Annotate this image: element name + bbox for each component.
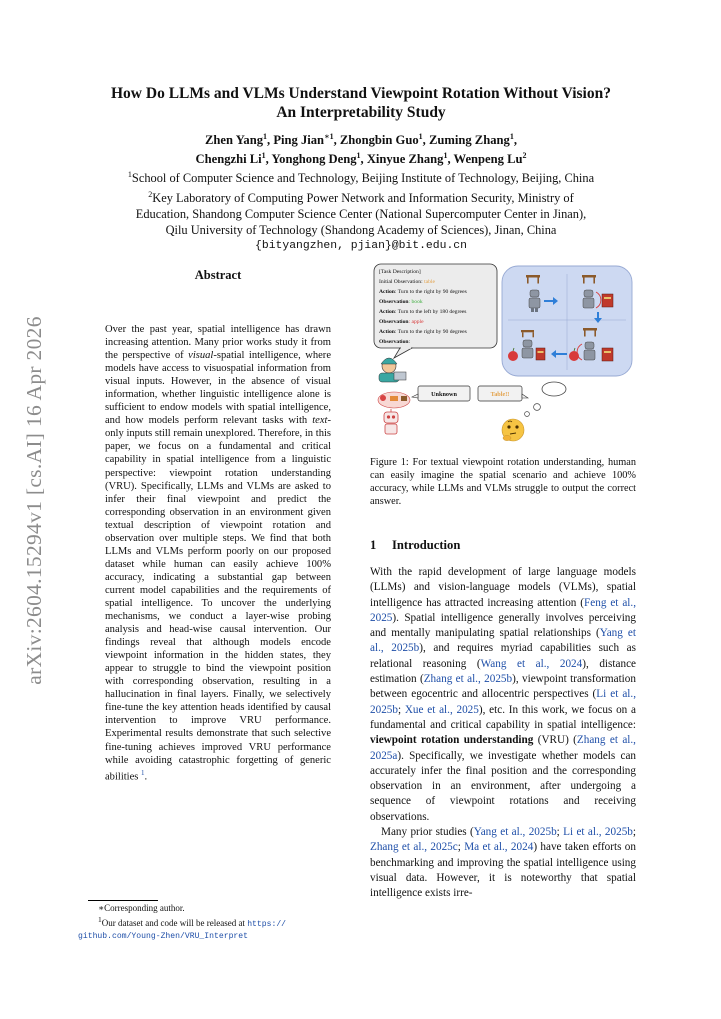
affiliations	[80, 167, 642, 237]
abstract-emphasis: visual	[188, 350, 214, 362]
title-line: How Do LLMs and VLMs Understand Viewpoint Rotation Without Vision?	[111, 85, 611, 102]
imagined-scene-panel	[502, 266, 632, 376]
citation-link[interactable]: Zhang et al., 2025a	[370, 734, 636, 762]
figure-1	[370, 262, 636, 448]
body-text: ;	[632, 826, 637, 839]
task-speech-bubble	[374, 264, 497, 358]
citation-link[interactable]: Zhang et al., 2025c	[370, 841, 458, 854]
figure-caption: Figure 1: For textual viewpoint rotation understanding, human can easily imagine the spatial scenario and achieve 100% accuracy, while LLMs and VLMs struggle to output the correct answer.	[370, 457, 636, 507]
intro-paragraph	[370, 825, 636, 901]
abstract-text: Over the past year, spatial intelligence has drawn increasing attention. Many prior works study it from the perspective of	[105, 324, 331, 362]
footnote-url[interactable]: https://	[247, 920, 287, 929]
affiliation-2-cont: Education, Shandong Computer Science Center (National Supercomputer Center in Jinan),	[135, 206, 587, 221]
affiliation-1	[80, 167, 642, 186]
author-mark: 1	[263, 132, 268, 141]
author-name: Wenpeng Lu	[453, 152, 523, 167]
task-line: Action: Turn to the left by 180 degrees	[379, 309, 467, 315]
svg-text:Table!!: Table!!	[490, 391, 510, 398]
footnotes	[78, 900, 350, 942]
author-mark: 1	[356, 151, 361, 161]
affiliation-text: School of Computer Science and Technology, Beijing Institute of Technology, Beijing, China	[131, 171, 595, 186]
model-robots-icon	[378, 392, 410, 434]
task-line: Observation:	[379, 339, 411, 345]
body-text: ;	[397, 703, 405, 716]
author-email: {bityangzhen, pjian}@bit.edu.cn	[255, 239, 467, 252]
body-text: (VRU) (	[533, 734, 577, 747]
body-text: ), and requires myriad capabilities such as relational reasoning (	[370, 642, 637, 670]
author-mark: 2	[522, 151, 527, 161]
paper-title	[80, 84, 642, 122]
citation-link[interactable]: Ma et al., 2024	[464, 841, 534, 854]
task-line: Action: Turn to the right by 90 degrees	[379, 329, 467, 335]
citation-link[interactable]: Zhang et al., 2025b	[423, 673, 513, 686]
body-text: ), distance estimation (	[370, 657, 636, 686]
affiliation-mark: 2	[148, 189, 153, 199]
author-mark: 1	[443, 151, 448, 161]
abstract-heading: Abstract	[194, 268, 242, 282]
correct-answer-bubble	[478, 386, 528, 401]
abstract-text: -only inputs still remain unexplored. Therefore, in this paper, we focus on a fundamental and critical capability in spatial intelligence from a linguistic perspective: viewpoint rotation understanding (VRU). Specifically, LLMs and VLMs are asked to infer their final viewpoint and predict the corresponding observation in an environment given textual description of viewpoint rotation and observation over multiple steps. We find that both LLMs and VLMs perform poorly on our proposed dataset while human can easily achieve 100% accuracy, indicating a substantial gap between current model capabilities and the requirements of spatial intelligence. To uncover the underlying mechanisms, we conduct a layer-wise probing analysis and head-wise causal intervention. Our findings reveal that although models encode viewpoint information in the hidden states, they appear to struggle to bind the viewpoint position with corresponding observation, resulting in a hallucination in final layers. Finally, we selectively fine-tune the key attention heads identified by causal intervention to improve VRU performance. Experimental results demonstrate that such selective fine-tuning achieves improved VRU performance while avoiding catastrophic forgetting of generic abilities	[105, 415, 331, 783]
abstract-body	[105, 323, 331, 783]
arxiv-identifier	[14, 300, 54, 700]
affiliation-mark: 1	[127, 170, 132, 180]
abstract-emphasis: text	[312, 415, 328, 427]
footnote-link[interactable]: 1	[141, 768, 145, 777]
paper-header	[80, 84, 642, 254]
author-line: Zhen Yang$^1$, Ping Jian$^{∗1}$, Zhongbin Guo$^1$, Zuming Zhang$^1$,	[205, 132, 517, 148]
footnote-url[interactable]: github.com/Young-Zhen/VRU_Interpret	[78, 932, 248, 941]
citation-link[interactable]: Li et al., 2025b	[563, 826, 633, 839]
section-title: Introduction	[392, 538, 461, 552]
footnote-corresponding: ∗Corresponding author.	[98, 903, 185, 913]
task-line: Observation: apple	[379, 319, 424, 325]
task-line: [Task Description]	[379, 269, 421, 275]
citation-link[interactable]: Yang et al., 2025b	[473, 826, 557, 839]
footnote-mark: 1	[98, 915, 102, 924]
body-text: Many prior studies (	[381, 826, 474, 839]
abstract-text: -spatial intelligence, where models have access to visuospatial information from visual inputs. However, in the absence of visual information, whether linguistic intelligence alone is sufficient to endow models with spatial intelligence, and how models perform relevant tasks with	[105, 350, 331, 427]
title-line: An Interpretability Study	[276, 104, 446, 121]
author-name: Zhen Yang	[205, 133, 264, 148]
task-line: Initial Observation: table	[379, 279, 435, 285]
body-text: ). Specifically, we investigate whether models can accurately infer the final position and the corresponding observation in an environment, after undergoing a sequence of viewpoint rotations and receiving observations.	[370, 749, 636, 823]
citation-link[interactable]: Li et al., 2025b	[370, 688, 636, 716]
author-name: Yonghong Deng	[271, 152, 357, 167]
author-mark: ∗1	[324, 132, 334, 141]
section-number: 1	[370, 538, 377, 552]
book-icon	[536, 348, 545, 360]
footnote-1	[78, 914, 350, 942]
arxiv-stamp-text: arXiv:2604.15294v1 [cs.AI] 16 Apr 2026	[21, 315, 46, 685]
author-name: Ping Jian	[273, 133, 325, 148]
affiliation-2-cont: Qilu University of Technology (Shandong Academy of Sciences), Jinan, China	[165, 222, 557, 237]
body-text: With the rapid development of large language models (LLMs) and vision-language models (VLMs), spatial intelligence has attracted increasing attention (	[370, 566, 636, 609]
book-icon	[602, 348, 613, 361]
abstract-text: .	[144, 771, 148, 783]
body-text: ) have taken efforts on benchmarking and improving the spatial intelligence using visual data. However, it is noteworthy that spatial intelligence exists irre-	[370, 841, 636, 900]
figure-illustration	[370, 262, 636, 448]
human-avatar-icon	[379, 358, 406, 382]
author-mark: 1	[261, 151, 266, 161]
unknown-answer-bubble	[412, 386, 470, 401]
thought-bubble-trail	[525, 382, 566, 416]
book-icon	[602, 294, 613, 307]
footnote-rule	[88, 900, 158, 901]
citation-link[interactable]: Xue et al., 2025	[404, 703, 479, 716]
body-text: ;	[457, 841, 465, 854]
citation-link[interactable]: Feng et al., 2025	[370, 596, 636, 624]
affiliation-text: Key Laboratory of Computing Power Network and Information Security, Ministry of	[152, 190, 574, 205]
author-name: Zhongbin Guo	[339, 133, 419, 148]
body-text: ), viewpoint transformation between egocentric and allocentric perspectives (	[370, 673, 636, 701]
svg-text:Unknown: Unknown	[431, 391, 457, 398]
right-column	[370, 262, 636, 902]
bold-term: viewpoint rotation understanding	[370, 734, 534, 747]
author-line: Chengzhi Li$^1$, Yonghong Deng$^1$, Xinyue Zhang$^1$, Wenpeng Lu$^2$	[195, 151, 527, 167]
task-line: Action: Turn to the right by 90 degrees	[379, 289, 467, 295]
author-list	[80, 129, 642, 167]
left-column	[105, 268, 331, 783]
author-mark: 1	[418, 132, 423, 141]
citation-link[interactable]: Wang et al., 2024	[480, 657, 583, 670]
author-name: Zuming Zhang	[428, 133, 510, 148]
author-name: Xinyue Zhang	[366, 152, 444, 167]
footnote-text: Our dataset and code will be released at	[101, 918, 248, 928]
thinking-face-icon	[502, 419, 524, 441]
citation-link[interactable]: Yang et al., 2025b	[370, 627, 636, 655]
body-text: ), etc. In this work, we focus on a fundamental and critical capability in spatial intelligence:	[370, 703, 636, 731]
introduction-body	[370, 565, 636, 902]
task-line: Observation: book	[379, 299, 423, 305]
affiliation-2	[80, 187, 642, 206]
author-mark: 1	[509, 132, 514, 141]
section-heading	[370, 538, 636, 553]
body-text: ). Spatial intelligence generally involves perceiving and mentally manipulating spatial relationships (	[370, 611, 636, 640]
robot-icon	[522, 340, 533, 358]
body-text: ;	[556, 826, 564, 839]
author-name: Chengzhi Li	[195, 152, 262, 167]
abstract-paragraph	[105, 323, 331, 783]
intro-paragraph	[370, 565, 636, 825]
